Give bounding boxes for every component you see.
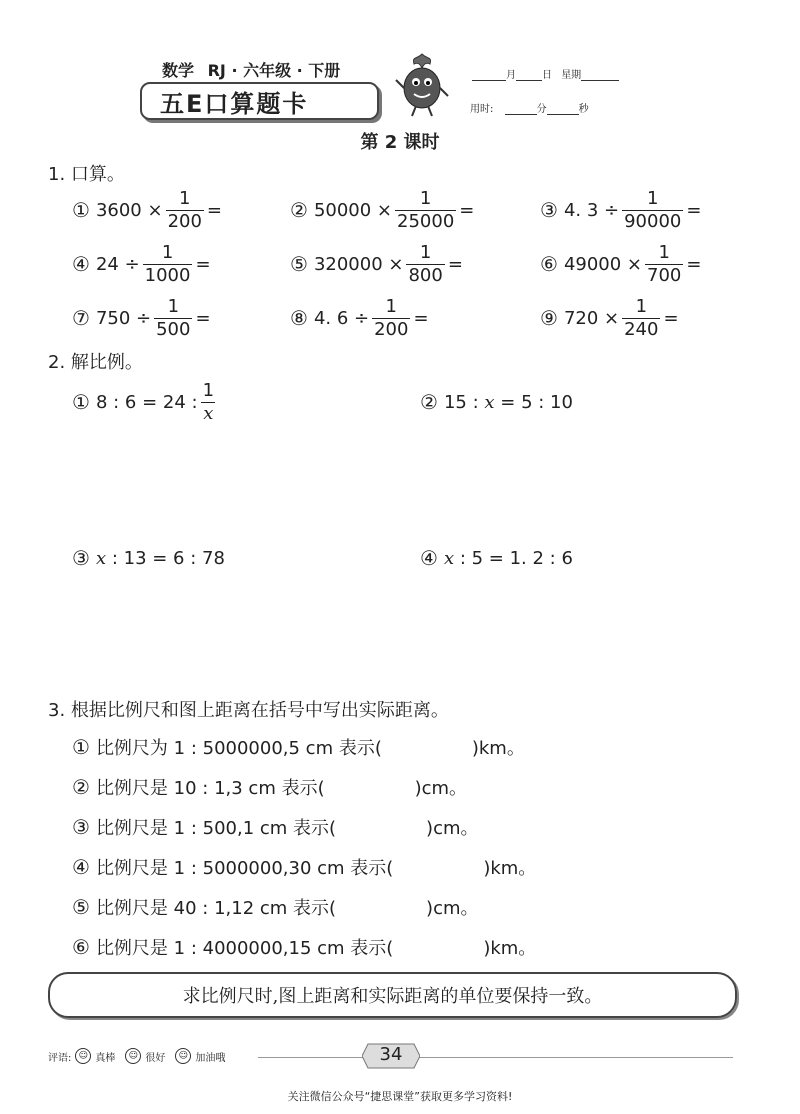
q3-item: ① 比例尺为 1 : 5000000,5 cm 表示( )km。: [72, 734, 525, 759]
item-mark: ⑥: [540, 252, 558, 276]
item-mark: ⑧: [290, 306, 308, 330]
subject-edition: [162, 58, 340, 81]
fraction: $\frac{1}{25000}$: [397, 188, 455, 232]
page-number: 34: [379, 1044, 403, 1065]
item-mark: ③: [540, 198, 558, 222]
fraction: $\frac{1}{1000}$: [144, 242, 191, 286]
q1-item: ③ 4. 3 ÷ $\frac{1}{90000}$ =: [540, 188, 702, 232]
tip-text: 求比例尺时,图上距离和实际距离的单位要保持一致。: [182, 986, 603, 1007]
q3-item: ⑥ 比例尺是 1 : 4000000,15 cm 表示( )km。: [72, 934, 537, 959]
q3-item: ⑤ 比例尺是 40 : 1,12 cm 表示( )cm。: [72, 894, 479, 919]
evaluation: 评语: ☺ 真棒 ☺ 很好 ☺ 加油哦: [48, 1048, 225, 1064]
footer-rule: [258, 1057, 733, 1058]
seconds-blank[interactable]: [547, 104, 579, 115]
item-mark: ⑨: [540, 306, 558, 330]
edition-label: RJ · 六年级 · 下册: [207, 61, 341, 80]
item-mark: ⑦: [72, 306, 90, 330]
time-line: 用时: 分 秒: [470, 104, 589, 115]
fraction: $\frac{1}{800}$: [408, 242, 443, 286]
cheer-face-icon[interactable]: ☺: [175, 1048, 191, 1064]
fraction: $\frac{1}{x}$: [202, 380, 215, 424]
fraction: $\frac{1}{240}$: [624, 296, 659, 340]
item-mark: ②: [290, 198, 308, 222]
subject-label: 数学: [162, 61, 195, 80]
mark-1: ①: [72, 390, 90, 414]
fraction: $\frac{1}{700}$: [647, 242, 682, 286]
q1-item: ⑦ 750 ÷ $\frac{1}{500}$ =: [72, 296, 211, 340]
item-mark: ①: [72, 734, 90, 759]
q3-item: ④ 比例尺是 1 : 5000000,30 cm 表示( )km。: [72, 854, 537, 879]
mascot-icon: [392, 50, 452, 118]
q3-item: ② 比例尺是 10 : 1,3 cm 表示( )cm。: [72, 774, 468, 799]
day-blank[interactable]: [516, 70, 542, 81]
card-title: 五E口算题卡: [160, 90, 309, 118]
item-mark: ④: [72, 252, 90, 276]
q1-item: ① 3600 × $\frac{1}{200}$ =: [72, 188, 223, 232]
q1-item: ⑧ 4. 6 ÷ $\frac{1}{200}$ =: [290, 296, 429, 340]
fraction: $\frac{1}{200}$: [374, 296, 409, 340]
fraction: $\frac{1}{500}$: [156, 296, 191, 340]
q2-problem-1: ① 8 : 6 = 24 : $\frac{1}{x}$: [72, 380, 215, 424]
q2-problem-2: ② 15 : x = 5 : 10: [420, 390, 573, 414]
fraction: $\frac{1}{90000}$: [624, 188, 682, 232]
q1-heading: 1. 口算。: [48, 164, 125, 185]
date-line: 月 日 星期: [472, 66, 619, 81]
fraction: $\frac{1}{200}$: [167, 188, 202, 232]
q1-item: ⑥ 49000 × $\frac{1}{700}$ =: [540, 242, 702, 286]
wechat-note: 关注微信公众号“捷思课堂”获取更多学习资料!: [287, 1090, 513, 1103]
q1-item: ⑨ 720 × $\frac{1}{240}$ =: [540, 296, 679, 340]
weekday-blank[interactable]: [581, 70, 619, 81]
q1-item: ⑤ 320000 × $\frac{1}{800}$ =: [290, 242, 463, 286]
item-mark: ⑥: [72, 934, 90, 959]
q1-item: ④ 24 ÷ $\frac{1}{1000}$ =: [72, 242, 211, 286]
q2-heading: 2. 解比例。: [48, 352, 143, 373]
month-blank[interactable]: [472, 70, 506, 81]
minutes-blank[interactable]: [505, 104, 537, 115]
q2-problem-3: ③ x : 13 = 6 : 78: [72, 546, 225, 570]
item-mark: ④: [72, 854, 90, 879]
lesson-title: 第 2 课时: [360, 132, 440, 153]
item-mark: ①: [72, 198, 90, 222]
item-mark: ②: [72, 774, 90, 799]
smile-face-icon[interactable]: ☺: [125, 1048, 141, 1064]
q3-item: ③ 比例尺是 1 : 500,1 cm 表示( )cm。: [72, 814, 479, 839]
q2-problem-4: ④ x : 5 = 1. 2 : 6: [420, 546, 573, 570]
q1-item: ② 50000 × $\frac{1}{25000}$ =: [290, 188, 475, 232]
grin-face-icon[interactable]: ☺: [75, 1048, 91, 1064]
item-mark: ③: [72, 814, 90, 839]
item-mark: ⑤: [72, 894, 90, 919]
item-mark: ⑤: [290, 252, 308, 276]
q3-heading: 3. 根据比例尺和图上距离在括号中写出实际距离。: [48, 700, 449, 721]
